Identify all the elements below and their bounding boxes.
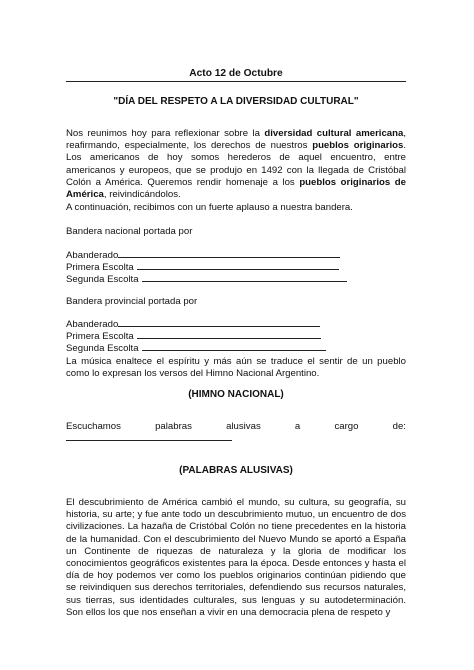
nacional-primera-label: Primera Escolta (66, 262, 134, 273)
provincial-abanderado-label: Abanderado (66, 319, 119, 330)
intro-paragraph (66, 128, 406, 201)
intro-text-4: , reivindicándolos. (103, 189, 181, 201)
descubrimiento-paragraph: El descubrimiento de América cambió el mundo, su cultura, su geografía, su historia, su arte; y fue ante todo un descubrimiento mutuo, un encuentro de dos civilizaciones. La hazaña de Cristóbal Colón no tiene precedentes en la historia de la humanidad. Con el descubrimiento del Nuevo Mundo se aportó a España un Continente de riquezas de naturaleza y la gloria de modificar los conocimientos geográficos existentes para la época. Desde entonces y hasta el día de hoy podemos ver como los pueblos originarios continúan pidiendo que se reivindiquen sus derechos territoriales, defendiendo sus recursos naturales, sus tierras, sus identidades culturales, sus lenguas y su autodeterminación. Son ellos los que nos enseñan a vivir en una democracia plena de respeto y (66, 497, 406, 618)
provincial-abanderado-blank[interactable] (118, 317, 320, 327)
nacional-segunda-label: Segunda Escolta (66, 274, 139, 285)
provincial-primera-label: Primera Escolta (66, 331, 134, 342)
intro-text-3: . Los americanos de hoy somos herederos de aquel encuentro, entre americanos y europeos, que se produjo en 1492 con la llegada de Cristóbal Colón a América. Queremos rendir homenaje a los (66, 140, 406, 188)
title-underline (66, 81, 406, 82)
document-title: Acto 12 de Octubre (189, 68, 283, 79)
nacional-primera-blank[interactable] (137, 260, 339, 270)
escuchamos-word-2: palabras (155, 421, 192, 432)
escuchamos-word-4: a (294, 421, 301, 432)
provincial-segunda-row (66, 341, 326, 355)
intro-bold-1: diversidad cultural americana (264, 128, 404, 139)
provincial-primera-blank[interactable] (137, 329, 321, 339)
bandera-provincial-title: Bandera provincial portada por (66, 296, 198, 307)
himno-heading: (HIMNO NACIONAL) (188, 389, 284, 400)
escuchamos-word-1: Escuchamos (66, 421, 121, 432)
escuchamos-word-5: cargo (334, 421, 359, 432)
nacional-segunda-blank[interactable] (142, 272, 347, 282)
main-heading: "DÍA DEL RESPETO A LA DIVERSIDAD CULTURAL" (113, 96, 359, 107)
nacional-abanderado-label: Abanderado (66, 250, 119, 261)
escuchamos-word-6: de: (392, 421, 406, 432)
provincial-segunda-label: Segunda Escolta (66, 343, 139, 354)
bandera-intro: A continuación, recibimos con un fuerte aplauso a nuestra bandera. (66, 202, 353, 213)
escuchamos-word-3: alusivas (226, 421, 261, 432)
provincial-segunda-blank[interactable] (142, 341, 326, 351)
intro-text-1: Nos reunimos hoy para reflexionar sobre la (66, 128, 265, 139)
musica-paragraph: La música enaltece el espíritu y más aún se traduce el sentir de un pueblo como lo expresan los versos del Himno Nacional Argentino. (66, 356, 406, 380)
orador-blank[interactable] (66, 432, 232, 441)
palabras-heading: (PALABRAS ALUSIVAS) (179, 465, 293, 476)
intro-bold-2: pueblos originarios (312, 140, 404, 152)
intro-bold-3: pueblos originarios de América (66, 176, 406, 201)
nacional-abanderado-blank[interactable] (118, 248, 340, 258)
nacional-segunda-row (66, 272, 347, 286)
intro-text-2: , reafirmando, especialmente, los derechos de nuestros (66, 128, 407, 152)
bandera-nacional-title: Bandera nacional portada por (66, 226, 193, 237)
